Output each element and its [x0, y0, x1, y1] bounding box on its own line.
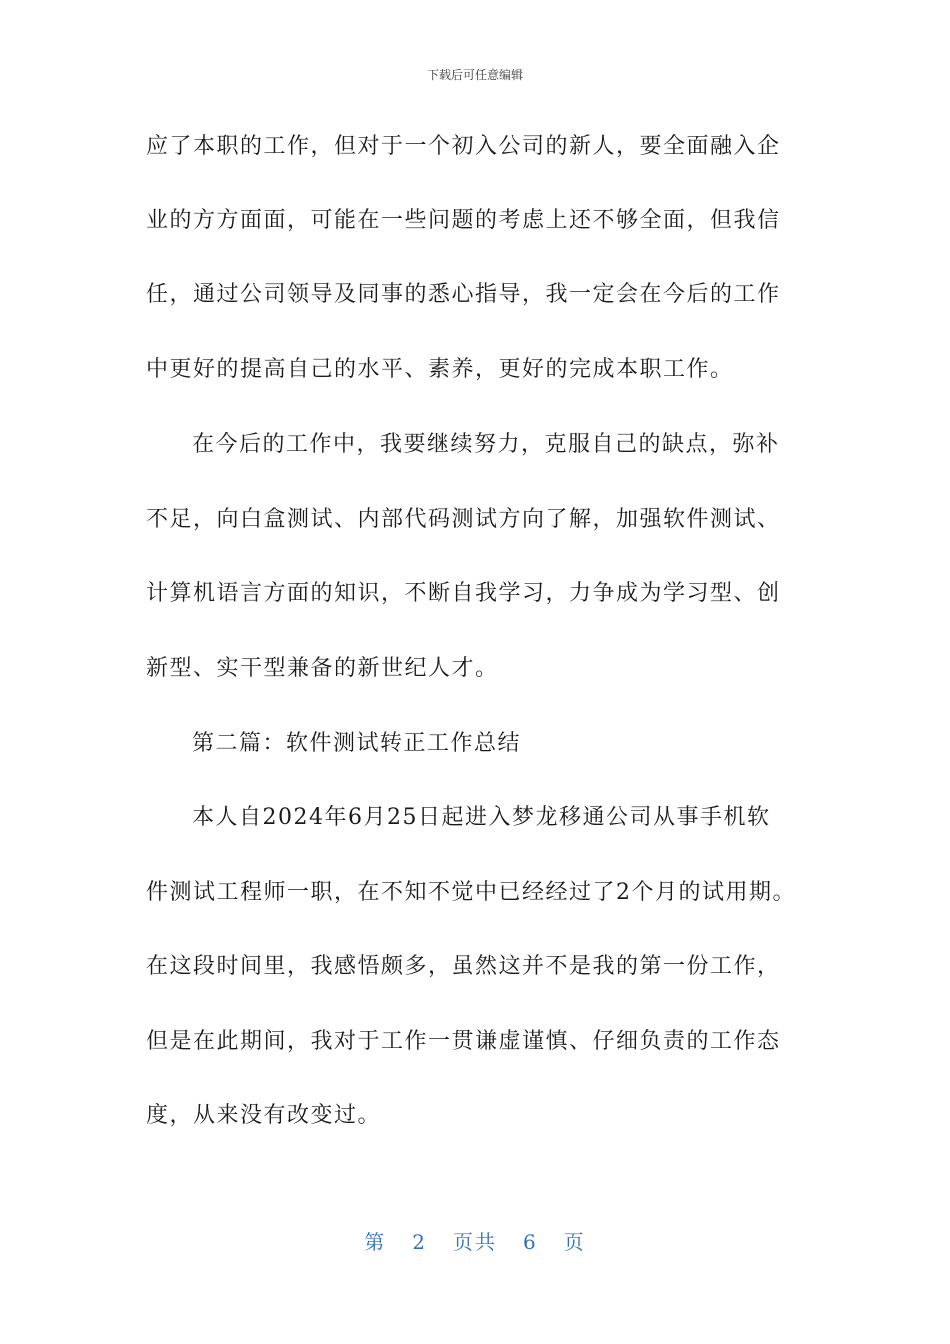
page-current: 2: [412, 1230, 427, 1254]
page-label-mid: 页共: [453, 1230, 497, 1254]
paragraph-line: 本人自2024年6月25日起进入梦龙移通公司从事手机软: [192, 805, 771, 830]
paragraph-line: 在今后的工作中，我要继续努力，克服自己的缺点，弥补: [192, 432, 780, 457]
paragraph-line: 新型、实干型兼备的新世纪人才。: [146, 656, 499, 681]
paragraph-line: 但是在此期间，我对于工作一贯谦虚谨慎、仔细负责的工作态: [146, 1029, 781, 1054]
paragraph-line: 任，通过公司领导及同事的悉心指导，我一定会在今后的工作: [146, 282, 781, 307]
page-label-prefix: 第: [364, 1230, 387, 1254]
paragraph-line: 在这段时间里，我感悟颇多，虽然这并不是我的第一份工作，: [146, 954, 781, 979]
page-footer: [0, 1226, 950, 1255]
section-heading: 第二篇：软件测试转正工作总结: [192, 731, 522, 756]
paragraph-line: 件测试工程师一职，在不知不觉中已经经过了2个月的试用期。: [146, 880, 796, 905]
paragraph-line: 中更好的提高自己的水平、素养，更好的完成本职工作。: [146, 357, 734, 382]
paragraph-line: 不足，向白盒测试、内部代码测试方向了解，加强软件测试、: [146, 507, 781, 532]
page-total: 6: [523, 1230, 538, 1254]
paragraph-line: 应了本职的工作，但对于一个初入公司的新人，要全面融入企: [146, 134, 781, 159]
paragraph-line: 业的方方面面，可能在一些问题的考虑上还不够全面，但我信: [146, 208, 781, 233]
page-label-suffix: 页: [563, 1230, 586, 1254]
header-note: 下载后可任意编辑: [426, 68, 523, 82]
paragraph-line: 度，从来没有改变过。: [146, 1103, 382, 1128]
paragraph-line: 计算机语言方面的知识，不断自我学习，力争成为学习型、创: [146, 581, 781, 606]
